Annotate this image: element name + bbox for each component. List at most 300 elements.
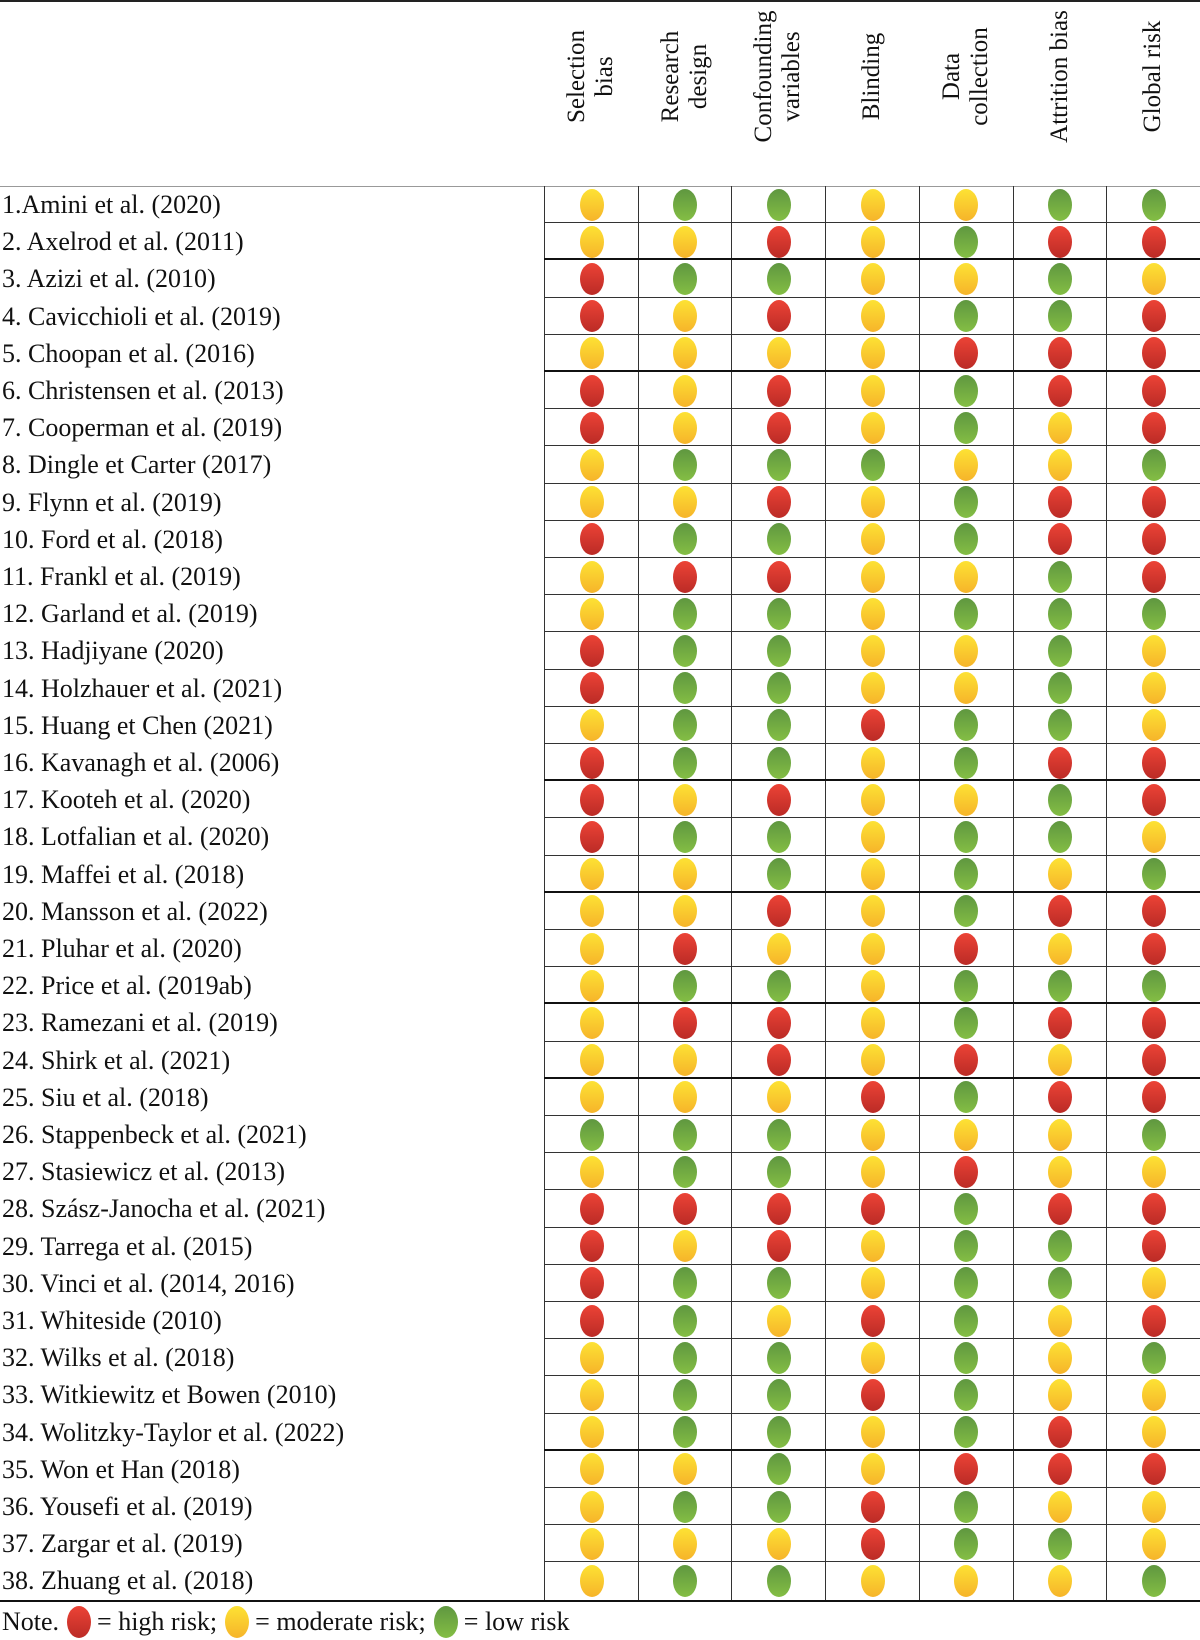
high-risk-dot: [1142, 1081, 1166, 1113]
rating-cell: [919, 1079, 1013, 1116]
rating-cell: [544, 1339, 638, 1376]
moderate-risk-dot: [673, 337, 697, 369]
rating-cell: [1106, 967, 1200, 1004]
rating-cell: [638, 1116, 732, 1153]
rating-cell: [825, 707, 919, 744]
rating-cell: [825, 1339, 919, 1376]
moderate-risk-dot: [673, 375, 697, 407]
low-risk-dot: [767, 189, 791, 221]
table-row: [0, 1451, 1200, 1488]
rating-cell: [1106, 521, 1200, 558]
moderate-risk-dot: [1142, 635, 1166, 667]
rating-cell: [1106, 260, 1200, 297]
rating-cell: [1106, 446, 1200, 483]
high-risk-dot: [580, 412, 604, 444]
rating-cell: [825, 260, 919, 297]
rating-cell: [825, 967, 919, 1004]
moderate-risk-dot: [580, 561, 604, 593]
low-risk-dot: [954, 1007, 978, 1039]
rating-cell: [919, 260, 1013, 297]
rating-cell: [731, 818, 825, 855]
rating-cell: [638, 372, 732, 409]
rating-cell: [1013, 1079, 1107, 1116]
moderate-risk-dot: [861, 1156, 885, 1188]
low-risk-dot: [954, 375, 978, 407]
moderate-risk-dot: [580, 1528, 604, 1560]
low-risk-dot: [1048, 709, 1072, 741]
low-risk-dot: [954, 1528, 978, 1560]
table-row: [0, 1376, 1200, 1413]
rating-cell: [825, 484, 919, 521]
rating-cell: [638, 1562, 732, 1599]
table-row: [0, 1562, 1200, 1599]
moderate-risk-dot: [1048, 412, 1072, 444]
rating-cell: [638, 632, 732, 669]
table-row: [0, 1079, 1200, 1116]
rating-cell: [919, 818, 1013, 855]
rating-cell: [1013, 1302, 1107, 1339]
rating-cell: [638, 1079, 732, 1116]
low-risk-dot: [767, 449, 791, 481]
rating-cell: [825, 893, 919, 930]
low-risk-dot: [767, 1379, 791, 1411]
moderate-risk-dot: [1142, 1379, 1166, 1411]
rating-cell: [731, 1488, 825, 1525]
rating-cell: [825, 632, 919, 669]
rating-cell: [919, 409, 1013, 446]
high-risk-dot: [1142, 1230, 1166, 1262]
low-risk-dot: [673, 672, 697, 704]
low-risk-dot: [954, 895, 978, 927]
low-risk-dot: [767, 672, 791, 704]
moderate-risk-dot: [580, 486, 604, 518]
rating-cell: [731, 484, 825, 521]
low-risk-dot: [1142, 1565, 1166, 1597]
moderate-risk-dot: [1048, 1565, 1072, 1597]
moderate-risk-dot: [861, 1342, 885, 1374]
study-name: 29. Tarrega et al. (2015): [2, 1231, 253, 1261]
rating-cell: [1013, 930, 1107, 967]
high-risk-dot: [580, 375, 604, 407]
high-risk-dot: [767, 226, 791, 258]
low-risk-dot: [1048, 1230, 1072, 1262]
moderate-risk-dot: [580, 1491, 604, 1523]
low-risk-dot: [767, 1416, 791, 1448]
rating-cell: [638, 967, 732, 1004]
rating-cell: [638, 1302, 732, 1339]
rating-cell: [638, 484, 732, 521]
rating-cell: [1013, 298, 1107, 335]
low-risk-dot: [673, 821, 697, 853]
rating-cell: [544, 484, 638, 521]
rating-cell: [638, 558, 732, 595]
rating-cell: [1106, 1265, 1200, 1302]
low-risk-dot: [767, 598, 791, 630]
study-name: 3. Azizi et al. (2010): [2, 264, 216, 294]
high-risk-dot: [1142, 412, 1166, 444]
table-row: [0, 335, 1200, 372]
table-row: [0, 930, 1200, 967]
rating-cell: [1013, 186, 1107, 223]
note-label: Note.: [2, 1607, 60, 1636]
moderate-risk-dot: [580, 189, 604, 221]
study-name: 15. Huang et Chen (2021): [2, 710, 273, 740]
moderate-risk-dot: [767, 1081, 791, 1113]
rating-cell: [638, 707, 732, 744]
rating-cell: [638, 744, 732, 781]
rating-cell: [825, 521, 919, 558]
moderate-risk-dot: [861, 747, 885, 779]
rating-cell: [919, 1153, 1013, 1190]
column-header-line: Confounding: [750, 10, 778, 143]
high-risk-dot: [1142, 1453, 1166, 1485]
table-row: [0, 781, 1200, 818]
high-risk-dot: [580, 263, 604, 295]
column-header-line: variables: [778, 31, 806, 122]
rating-cell: [919, 1265, 1013, 1302]
high-risk-dot: [1048, 486, 1072, 518]
table-row: [0, 1265, 1200, 1302]
rating-cell: [544, 930, 638, 967]
rating-cell: [638, 856, 732, 893]
rating-cell: [544, 446, 638, 483]
moderate-risk-dot: [1142, 821, 1166, 853]
rating-cell: [919, 446, 1013, 483]
rating-cell: [919, 967, 1013, 1004]
rating-cell: [919, 670, 1013, 707]
rating-cell: [638, 223, 732, 260]
rating-cell: [731, 893, 825, 930]
moderate-risk-dot: [580, 970, 604, 1002]
rating-cell: [638, 1488, 732, 1525]
low-risk-dot: [673, 747, 697, 779]
low-risk-dot: [673, 189, 697, 221]
column-header-line: Data: [937, 52, 965, 101]
rating-cell: [919, 1228, 1013, 1265]
rating-cell: [638, 1153, 732, 1190]
moderate-risk-dot: [1142, 1267, 1166, 1299]
study-name: 6. Christensen et al. (2013): [2, 376, 284, 405]
moderate-risk-dot: [580, 858, 604, 890]
high-risk-dot: [673, 561, 697, 593]
rating-cell: [1106, 372, 1200, 409]
table-row: [0, 1116, 1200, 1153]
rating-cell: [825, 744, 919, 781]
moderate-risk-dot: [673, 895, 697, 927]
moderate-risk-dot: [673, 300, 697, 332]
table-row: [0, 1414, 1200, 1451]
moderate-risk-dot: [954, 189, 978, 221]
high-risk-dot: [580, 1305, 604, 1337]
moderate-risk-dot: [1048, 1119, 1072, 1151]
low-risk-dot: [580, 1119, 604, 1151]
column-header-label: [750, 0, 806, 164]
legend-moderate: = moderate risk;: [255, 1607, 426, 1636]
low-risk-dot: [954, 1305, 978, 1337]
column-header-label: [657, 0, 713, 164]
rating-cell: [731, 744, 825, 781]
rating-cell: [1013, 1042, 1107, 1079]
rating-cell: [1106, 632, 1200, 669]
moderate-risk-dot: [861, 1565, 885, 1597]
rating-cell: [731, 446, 825, 483]
rating-cell: [638, 260, 732, 297]
rating-cell: [1013, 446, 1107, 483]
rating-cell: [544, 1451, 638, 1488]
study-name: 19. Maffei et al. (2018): [2, 859, 245, 889]
rating-cell: [825, 1228, 919, 1265]
moderate-risk-dot: [767, 337, 791, 369]
column-header-label: [1139, 0, 1167, 164]
low-risk-dot: [1048, 561, 1072, 593]
low-risk-dot: [673, 1156, 697, 1188]
low-risk-dot: [1048, 635, 1072, 667]
column-header-line: design: [684, 43, 712, 110]
low-risk-dot: [767, 1453, 791, 1485]
moderate-risk-dot: [673, 1453, 697, 1485]
rating-cell: [919, 856, 1013, 893]
moderate-risk-dot: [861, 300, 885, 332]
rating-cell: [638, 521, 732, 558]
rating-cell: [1106, 930, 1200, 967]
rating-cell: [1013, 484, 1107, 521]
moderate-risk-dot: [673, 412, 697, 444]
rating-cell: [731, 1228, 825, 1265]
rating-cell: [919, 1116, 1013, 1153]
rating-cell: [544, 1228, 638, 1265]
moderate-risk-dot: [580, 226, 604, 258]
rating-cell: [919, 1376, 1013, 1413]
rating-cell: [825, 670, 919, 707]
moderate-risk-dot: [673, 784, 697, 816]
rating-cell: [1106, 1079, 1200, 1116]
high-risk-dot: [1142, 1007, 1166, 1039]
rating-cell: [1013, 1153, 1107, 1190]
moderate-risk-dot: [1142, 1528, 1166, 1560]
low-risk-dot: [1142, 449, 1166, 481]
low-risk-dot: [954, 598, 978, 630]
study-name: 38. Zhuang et al. (2018): [2, 1566, 254, 1596]
rating-cell: [1013, 521, 1107, 558]
moderate-risk-dot: [861, 1453, 885, 1485]
rating-cell: [919, 223, 1013, 260]
rating-cell: [825, 1042, 919, 1079]
rating-cell: [825, 1525, 919, 1562]
rating-cell: [731, 967, 825, 1004]
rating-cell: [638, 670, 732, 707]
study-name: 12. Garland et al. (2019): [2, 599, 258, 629]
rating-cell: [919, 1562, 1013, 1599]
table-row: [0, 446, 1200, 483]
rating-cell: [638, 1265, 732, 1302]
moderate-risk-dot: [673, 1044, 697, 1076]
low-risk-dot: [954, 1267, 978, 1299]
moderate-risk-dot: [673, 1528, 697, 1560]
study-name: 35. Won et Han (2018): [2, 1454, 240, 1484]
low-risk-dot: [1142, 189, 1166, 221]
high-risk-dot: [767, 1193, 791, 1225]
rating-cell: [544, 744, 638, 781]
rating-cell: [1013, 856, 1107, 893]
moderate-risk-dot: [580, 709, 604, 741]
rating-cell: [544, 558, 638, 595]
rating-cell: [638, 595, 732, 632]
low-risk-dot: [954, 1342, 978, 1374]
moderate-risk-dot: [861, 858, 885, 890]
moderate-risk-dot: [954, 1119, 978, 1151]
rating-cell: [1106, 707, 1200, 744]
column-header-label: [858, 0, 886, 164]
rating-cell: [638, 1525, 732, 1562]
column-header: [544, 0, 638, 186]
low-risk-dot: [954, 821, 978, 853]
moderate-risk-dot-icon: [225, 1606, 249, 1638]
high-risk-dot: [673, 1193, 697, 1225]
rating-cell: [544, 1265, 638, 1302]
low-risk-dot: [673, 1342, 697, 1374]
rating-cell: [638, 818, 732, 855]
high-risk-dot: [1142, 1044, 1166, 1076]
moderate-risk-dot: [673, 1230, 697, 1262]
rating-cell: [731, 1562, 825, 1599]
rating-cell: [1013, 335, 1107, 372]
high-risk-dot: [1142, 895, 1166, 927]
moderate-risk-dot: [861, 337, 885, 369]
moderate-risk-dot: [861, 1230, 885, 1262]
low-risk-dot: [1048, 263, 1072, 295]
high-risk-dot: [1048, 337, 1072, 369]
rating-cell: [544, 781, 638, 818]
moderate-risk-dot: [1142, 1491, 1166, 1523]
high-risk-dot: [580, 523, 604, 555]
column-header-label: [563, 0, 619, 164]
moderate-risk-dot: [580, 337, 604, 369]
low-risk-dot: [767, 821, 791, 853]
study-name: 37. Zargar et al. (2019): [2, 1529, 243, 1559]
low-risk-dot: [673, 1379, 697, 1411]
moderate-risk-dot: [861, 412, 885, 444]
study-name: 31. Whiteside (2010): [2, 1306, 222, 1335]
rating-cell: [1013, 781, 1107, 818]
moderate-risk-dot: [673, 1081, 697, 1113]
low-risk-dot: [767, 635, 791, 667]
rating-cell: [825, 409, 919, 446]
rating-cell: [825, 1451, 919, 1488]
moderate-risk-dot: [1048, 1156, 1072, 1188]
table-row: [0, 1228, 1200, 1265]
moderate-risk-dot: [1048, 1379, 1072, 1411]
study-name: 24. Shirk et al. (2021): [2, 1045, 231, 1075]
moderate-risk-dot: [1048, 1305, 1072, 1337]
table-row: [0, 260, 1200, 297]
low-risk-dot: [767, 1119, 791, 1151]
table-row: [0, 893, 1200, 930]
rating-cell: [1013, 967, 1107, 1004]
rating-cell: [1106, 1414, 1200, 1451]
low-risk-dot: [673, 523, 697, 555]
study-name: 27. Stasiewicz et al. (2013): [2, 1157, 286, 1187]
study-name: 2. Axelrod et al. (2011): [2, 227, 244, 257]
rating-cell: [638, 1339, 732, 1376]
low-risk-dot: [767, 1342, 791, 1374]
rating-cell: [1106, 781, 1200, 818]
rating-cell: [731, 1525, 825, 1562]
table-row: [0, 1339, 1200, 1376]
moderate-risk-dot: [954, 263, 978, 295]
low-risk-dot-icon: [434, 1606, 458, 1638]
rating-cell: [544, 372, 638, 409]
rating-cell: [919, 893, 1013, 930]
moderate-risk-dot: [580, 1007, 604, 1039]
rating-cell: [544, 1079, 638, 1116]
moderate-risk-dot: [580, 933, 604, 965]
rating-cell: [731, 1004, 825, 1041]
table-row: [0, 670, 1200, 707]
low-risk-dot: [861, 449, 885, 481]
rating-cell: [544, 1302, 638, 1339]
moderate-risk-dot: [861, 970, 885, 1002]
high-risk-dot-icon: [67, 1606, 91, 1638]
rating-cell: [731, 595, 825, 632]
low-risk-dot: [1048, 784, 1072, 816]
rating-cell: [919, 521, 1013, 558]
rating-cell: [1106, 1339, 1200, 1376]
rating-cell: [919, 558, 1013, 595]
low-risk-dot: [1048, 672, 1072, 704]
study-name: 7. Cooperman et al. (2019): [2, 413, 283, 443]
high-risk-dot: [1142, 523, 1166, 555]
study-name: 16. Kavanagh et al. (2006): [2, 748, 280, 777]
rating-cell: [731, 1265, 825, 1302]
low-risk-dot: [673, 598, 697, 630]
moderate-risk-dot: [1142, 1416, 1166, 1448]
low-risk-dot: [1048, 300, 1072, 332]
high-risk-dot: [580, 821, 604, 853]
rating-cell: [544, 186, 638, 223]
study-name: 28. Szász-Janocha et al. (2021): [2, 1194, 326, 1224]
rating-cell: [825, 1190, 919, 1227]
moderate-risk-dot: [1048, 1044, 1072, 1076]
low-risk-dot: [767, 970, 791, 1002]
rating-cell: [638, 409, 732, 446]
rating-cell: [638, 1414, 732, 1451]
bottom-rule: [0, 1600, 1200, 1602]
high-risk-dot: [861, 1379, 885, 1411]
table-row: [0, 223, 1200, 260]
study-name: 23. Ramezani et al. (2019): [2, 1008, 278, 1038]
low-risk-dot: [954, 486, 978, 518]
table-row: [0, 967, 1200, 1004]
table-row: [0, 707, 1200, 744]
rating-cell: [825, 186, 919, 223]
rating-cell: [1106, 1116, 1200, 1153]
high-risk-dot: [1048, 1007, 1072, 1039]
rating-cell: [1013, 409, 1107, 446]
table-row: [0, 372, 1200, 409]
moderate-risk-dot: [861, 821, 885, 853]
rating-cell: [731, 260, 825, 297]
moderate-risk-dot: [861, 1044, 885, 1076]
study-name: 14. Holzhauer et al. (2021): [2, 673, 283, 703]
high-risk-dot: [767, 561, 791, 593]
rating-cell: [544, 595, 638, 632]
study-name: 9. Flynn et al. (2019): [2, 487, 222, 517]
moderate-risk-dot: [673, 858, 697, 890]
rating-cell: [825, 1116, 919, 1153]
low-risk-dot: [954, 226, 978, 258]
rating-cell: [1106, 1190, 1200, 1227]
rating-cell: [638, 446, 732, 483]
